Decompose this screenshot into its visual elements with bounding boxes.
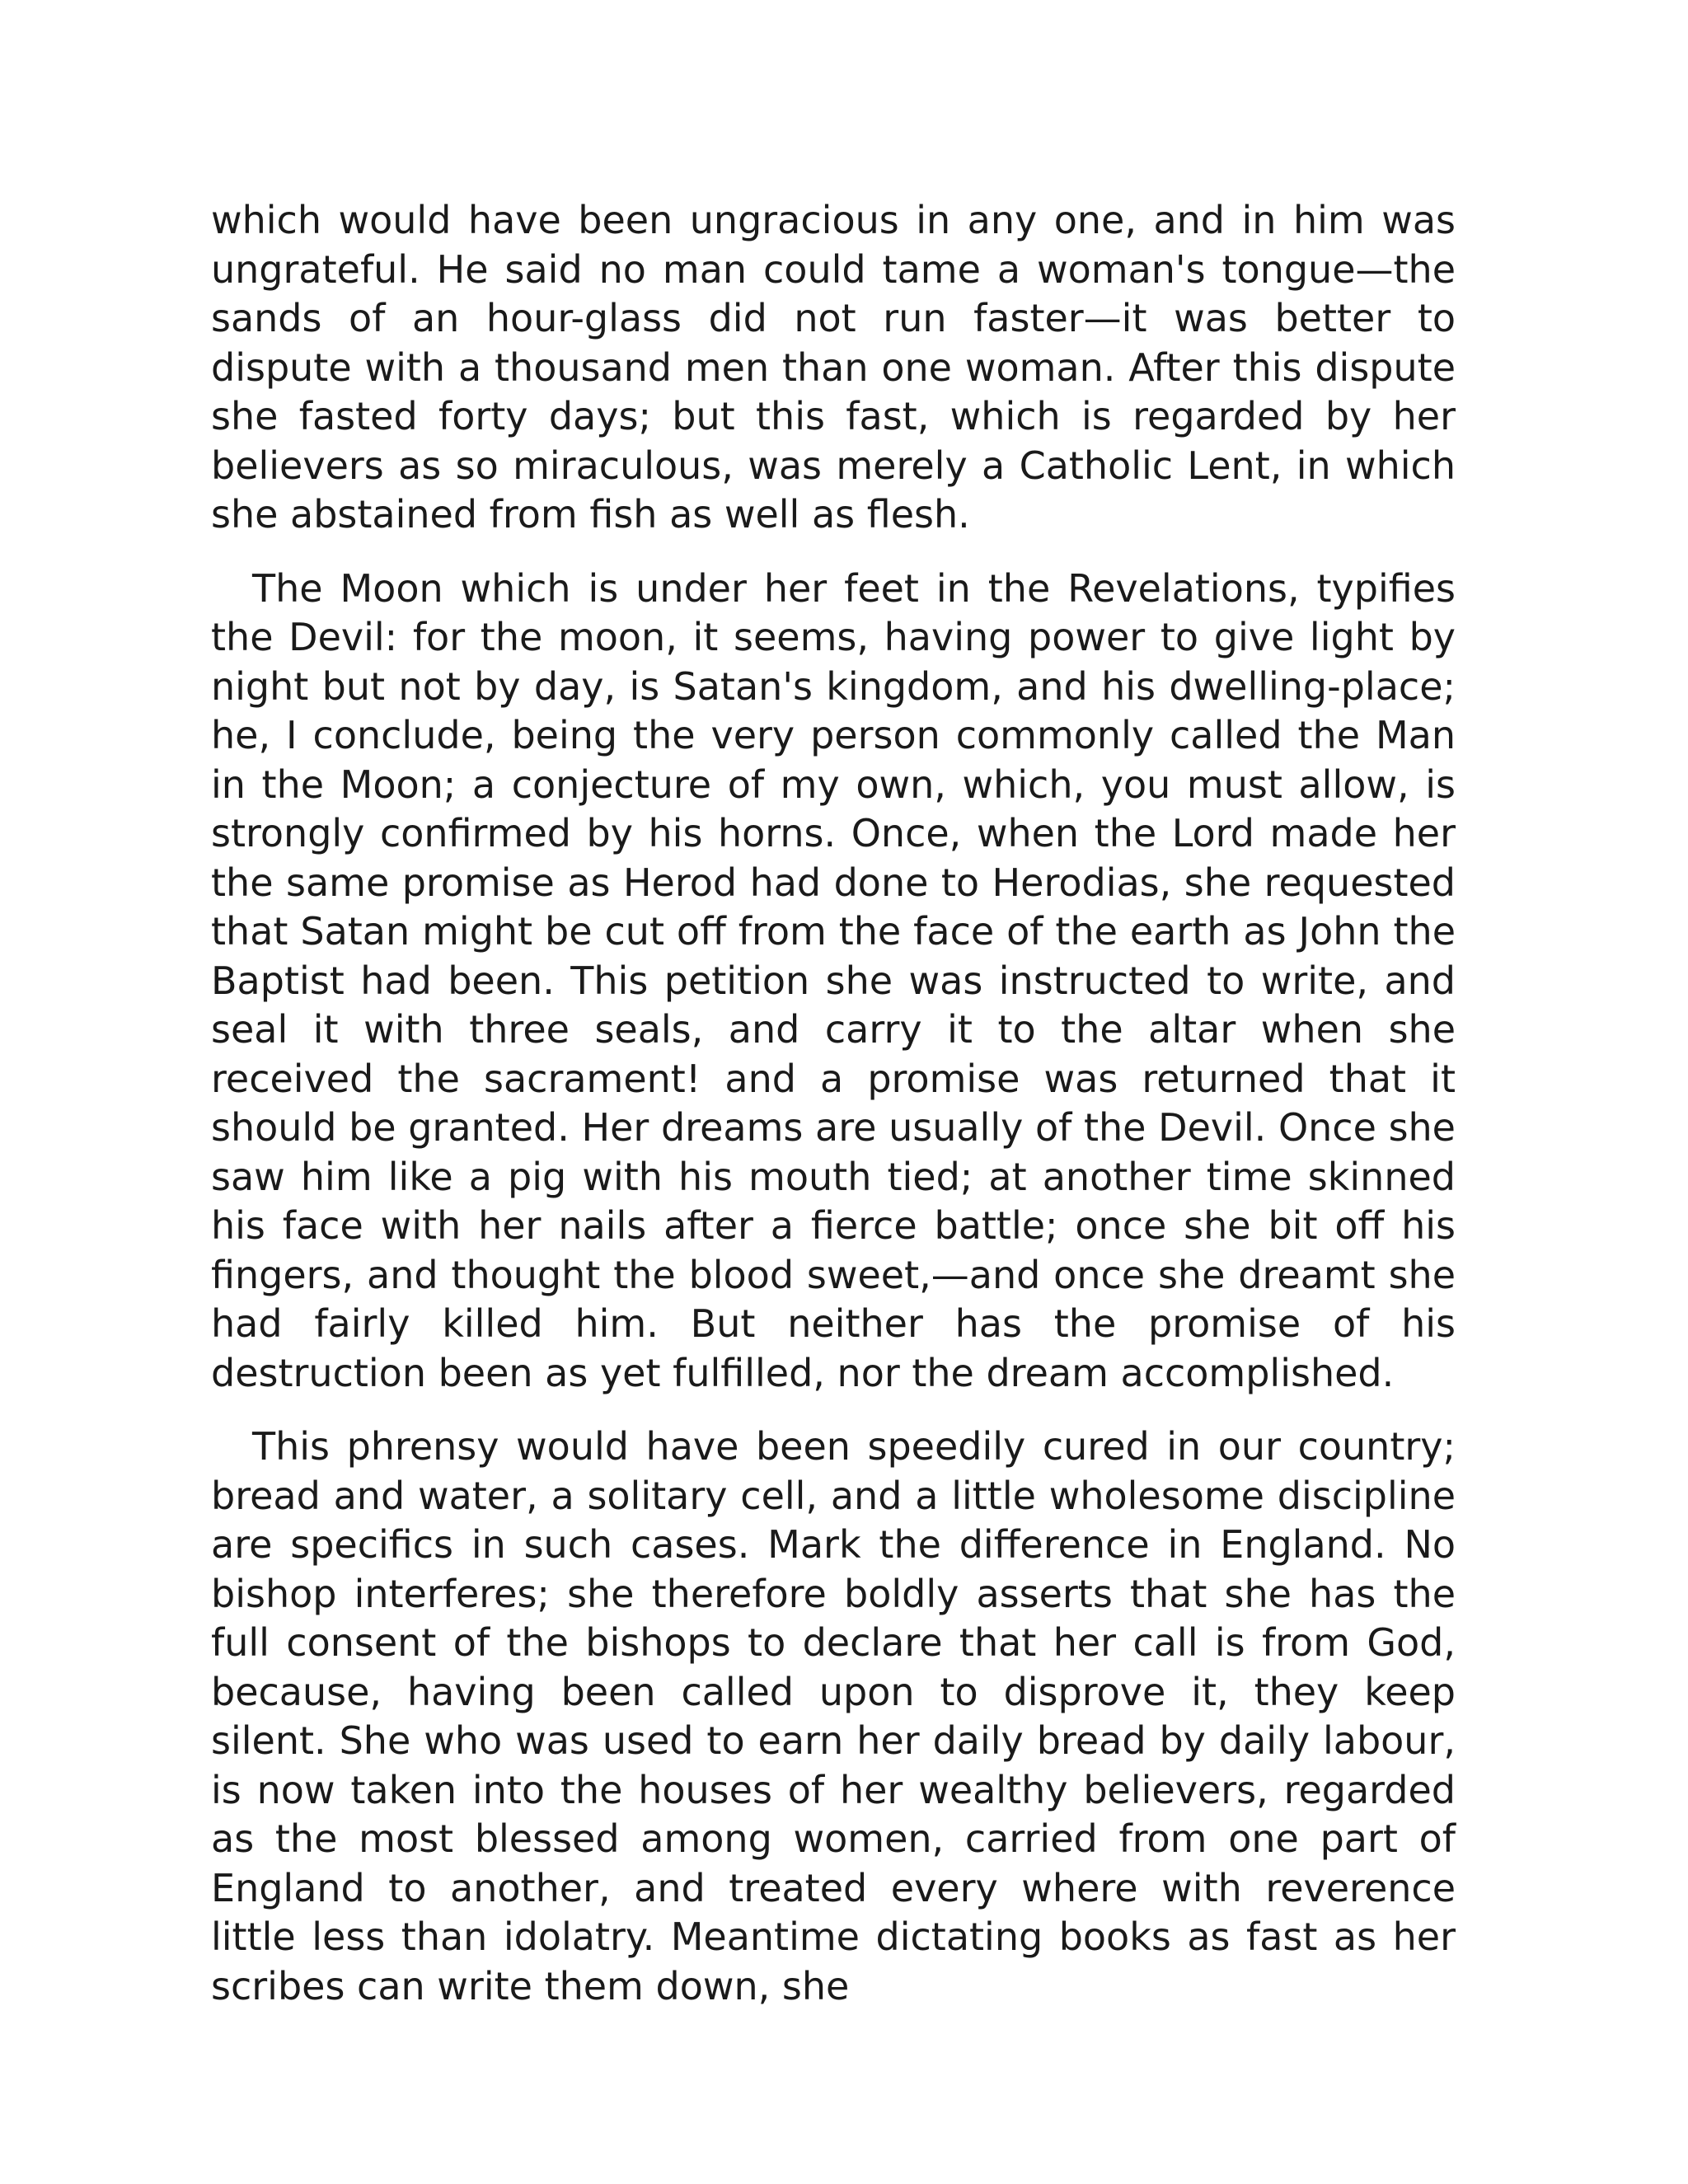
paragraph-1: which would have been ungracious in any one, and in him was ungrateful. He said no man could tame a woman's tongue—the sands of an hour-glass did not run faster—it was better to dispute with a thousand men than one woman. After this dispute she fasted forty days; but this fast, which is regarded by her believers as so miraculous, was merely a Catholic Lent, in which she abstained from fish as well as flesh. — [211, 198, 1456, 537]
paragraph-3: This phrensy would have been speedily cured in our country; bread and water, a solitary cell, and a little wholesome discipline are specifics in such cases. Mark the difference in England. No bishop interferes; she therefore boldly asserts that she has the full consent of the bishops to declare that her call is from God, because, having been called upon to disprove it, they keep silent. She who was used to earn her daily bread by daily labour, is now taken into the houses of her wealthy believers, regarded as the most blessed among women, carried from one part of England to another, and treated every where with reverence little less than idolatry. Meantime dictating books as fast as her scribes can write them down, she — [211, 1424, 1456, 2008]
document-page — [211, 196, 1456, 2036]
paragraph-2: The Moon which is under her feet in the Revelations, typifies the Devil: for the moon, it seems, having power to give light by night but not by day, is Satan's kingdom, and his dwelling-place; he, I conclude, being the very person commonly called the Man in the Moon; a conjecture of my own, which, you must allow, is strongly confirmed by his horns. Once, when the Lord made her the same promise as Herod had done to Herodias, she requested that Satan might be cut off from the face of the earth as John the Baptist had been. This petition she was instructed to write, and seal it with three seals, and carry it to the altar when she received the sacrament! and a promise was returned that it should be granted. Her dreams are usually of the Devil. Once she saw him like a pig with his mouth tied; at another time skinned his face with her nails after a fierce battle; once she bit off his fingers, and thought the blood sweet,—and once she dreamt she had fairly killed him. But neither has the promise of his destruction been as yet fulfilled, nor the dream accomplished. — [211, 565, 1456, 1395]
